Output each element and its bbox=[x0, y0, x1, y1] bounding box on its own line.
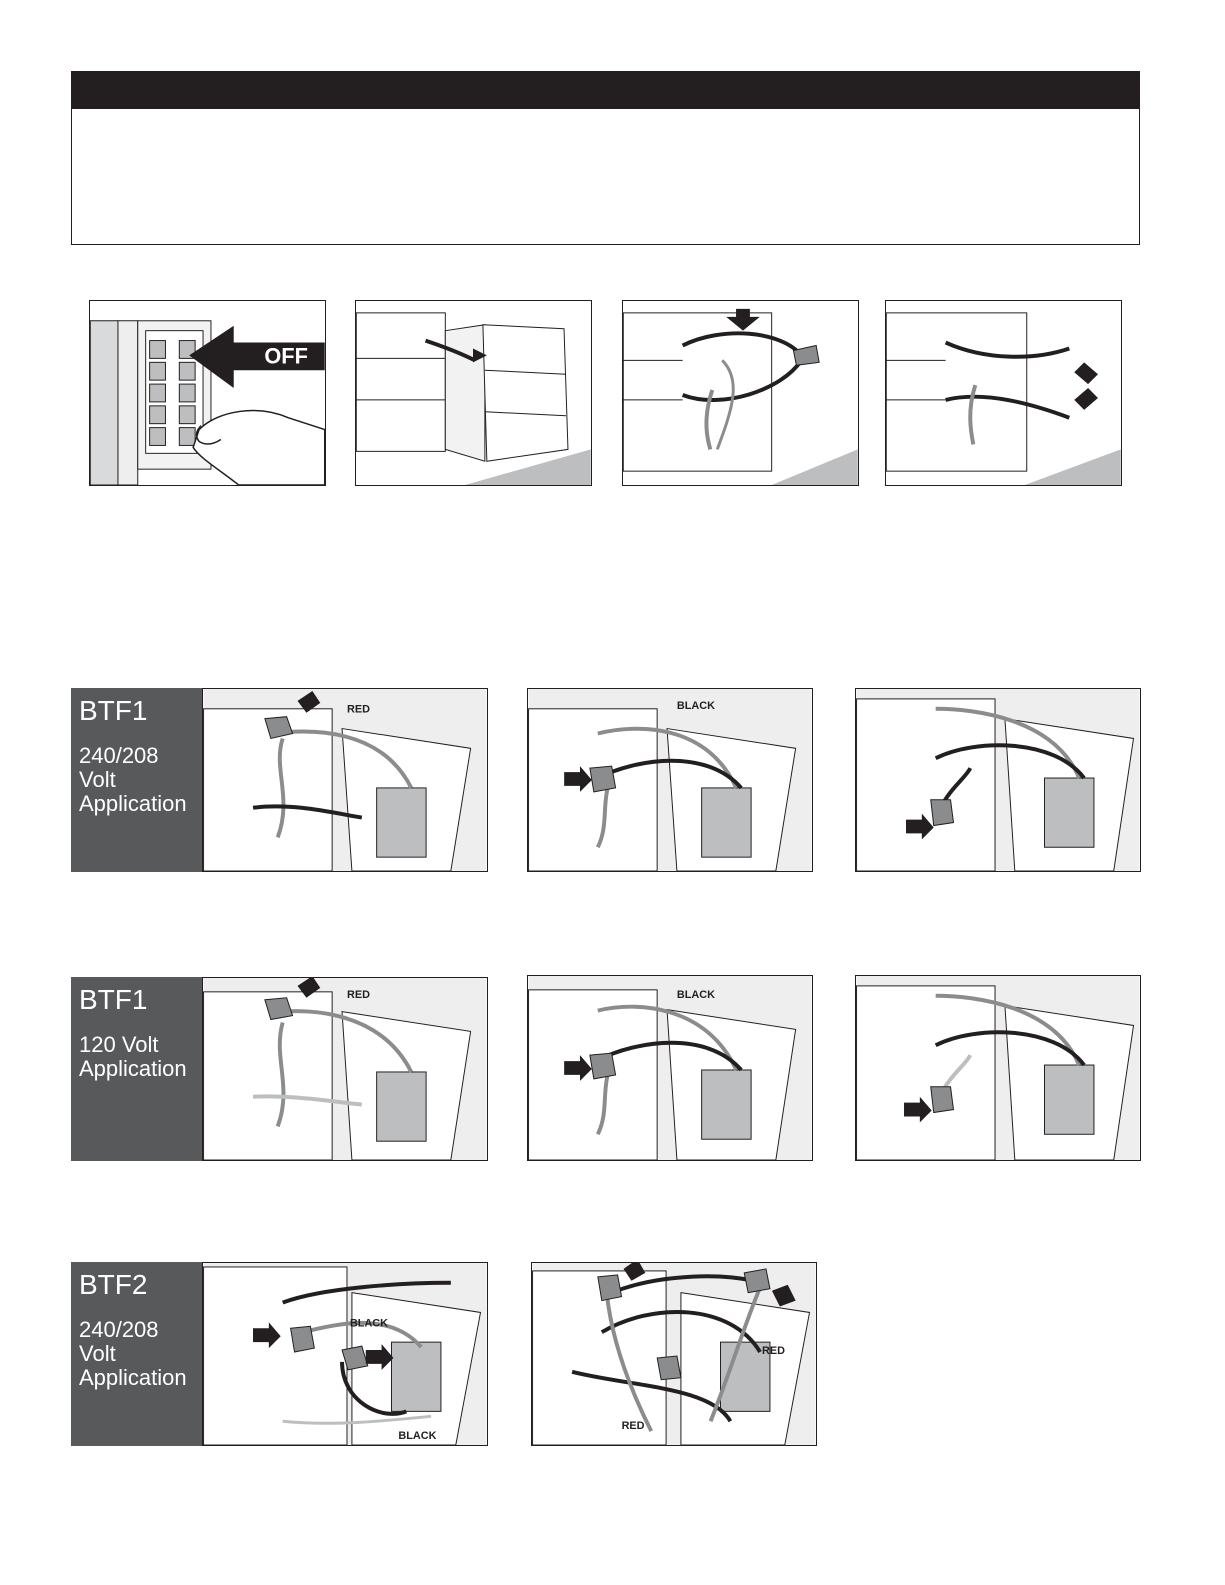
application-voltage: 240/208 Volt Application bbox=[79, 1317, 187, 1390]
black-wire-label-lower: BLACK bbox=[398, 1430, 437, 1443]
btf2-240-step-1-illustration bbox=[202, 1262, 488, 1446]
btf1-120-label-panel bbox=[71, 977, 202, 1161]
notice-box bbox=[71, 109, 1140, 245]
btf1-120-step-1-illustration bbox=[202, 977, 488, 1161]
step-disconnect-wires-illustration bbox=[622, 300, 859, 486]
red-wire-label-right: RED bbox=[762, 1345, 786, 1357]
black-wire-label: BLACK bbox=[676, 988, 715, 1001]
model-name: BTF1 bbox=[79, 984, 148, 1015]
red-wire-label: RED bbox=[346, 988, 370, 1001]
btf1-240-step-3-illustration bbox=[855, 688, 1141, 872]
off-arrow-label: OFF bbox=[264, 343, 308, 369]
btf2-240-label-panel bbox=[71, 1262, 202, 1446]
red-wire-label: RED bbox=[346, 703, 370, 716]
step-wires-separated-illustration bbox=[885, 300, 1122, 486]
red-wire-label-bottom: RED bbox=[621, 1420, 645, 1433]
header-bar bbox=[71, 71, 1140, 109]
application-voltage: 240/208 Volt Application bbox=[79, 743, 187, 816]
model-name: BTF1 bbox=[79, 695, 148, 726]
black-wire-label: BLACK bbox=[676, 699, 715, 712]
btf2-240-step-2-illustration bbox=[531, 1262, 817, 1446]
black-wire-label-upper: BLACK bbox=[349, 1317, 389, 1330]
btf1-120-step-2-illustration bbox=[527, 975, 813, 1161]
application-voltage: 120 Volt Application bbox=[79, 1032, 187, 1081]
btf1-240-step-1-illustration bbox=[202, 688, 488, 872]
btf1-240-label-panel bbox=[71, 688, 202, 872]
btf1-120-step-3-illustration bbox=[855, 975, 1141, 1161]
model-name: BTF2 bbox=[79, 1269, 148, 1300]
btf1-240-step-2-illustration bbox=[527, 688, 813, 872]
step-remove-cover-illustration bbox=[355, 300, 592, 486]
step-breaker-off-illustration bbox=[89, 300, 326, 486]
